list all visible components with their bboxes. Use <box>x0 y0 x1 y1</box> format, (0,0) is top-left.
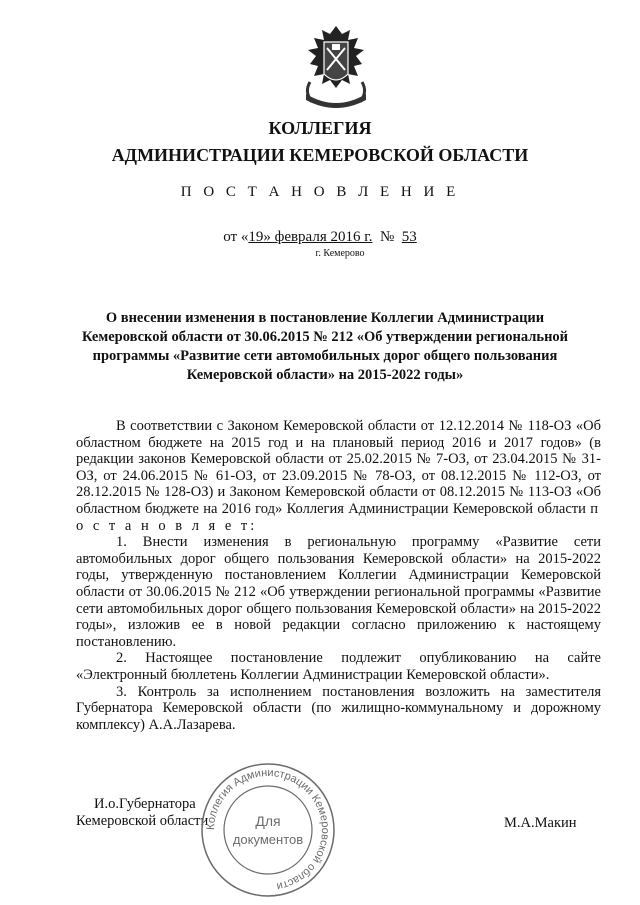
paragraph-item-2: 2. Настоящее постановление подлежит опубликованию на сайте «Электронный бюллетень Коллегии Администрации Кемеровской области». <box>76 650 601 683</box>
signatory-position-line2: Кемеровской области <box>76 813 209 829</box>
resolves-word: п о с т а н о в л я е т: <box>76 500 601 534</box>
document-type: П О С Т А Н О В Л Е Н И Е <box>180 184 460 200</box>
document-number: 53 <box>401 229 417 245</box>
document-title: О внесении изменения в постановление Коллегии Администрации Кемеровской области от 30.06.2015 № 212 «Об утверждении региональной программы «Развитие сети автомобильных дорог общего пользования Кемеровской области» на 2015-2022 годы» <box>81 310 569 383</box>
number-sign: № <box>379 229 395 245</box>
coat-of-arms-emblem <box>296 22 376 114</box>
paragraph-preamble <box>76 418 601 534</box>
date-day: 19 <box>248 229 264 245</box>
org-name-line2: АДМИНИСТРАЦИИ КЕМЕРОВСКОЙ ОБЛАСТИ <box>111 145 529 165</box>
signatory-name: М.А.Макин <box>504 815 577 831</box>
paragraph-item-1: 1. Внести изменения в региональную программу «Развитие сети автомобильных дорог общего пользования Кемеровской области» на 2015-2022 годы, утвержденную постановлением Коллегии Администрации Кемеровской области от 30.06.2015 № 212 «Об утверждении региональной программы «Развитие сети автомобильных дорог общего пользования Кемеровской области» на 2015-2022 годы», изложив ее в новой редакции согласно приложению к настоящему постановлению. <box>76 534 601 650</box>
preamble-text: В соответствии с Законом Кемеровской области от 12.12.2014 № 118-ОЗ «Об областном бюджете на 2015 год и на плановый период 2016 и 2017 годов» (в редакции законов Кемеровской области от 25.02.2015 № 7-ОЗ, от 23.04.2015 № 31-ОЗ, от 24.06.2015 № 61-ОЗ, от 23.09.2015 № 78-ОЗ, от 08.12.2015 № 112-ОЗ, от 28.12.2015 № 128-ОЗ) и Законом Кемеровской области от 08.12.2015 № 113-ОЗ «Об областном бюджете на 2016 год» Коллегия Администрации Кемеровской области <box>76 418 601 517</box>
seal-ring-text: Коллегия Администрации Кемеровской области <box>204 766 332 893</box>
document-body <box>76 418 601 733</box>
seal-center-line1: Для <box>255 813 281 829</box>
paragraph-item-3: 3. Контроль за исполнением постановления возложить на заместителя Губернатора Кемеровской области (по жилищно-коммунальному и дорожному комплексу) А.А.Лазарева. <box>76 683 601 733</box>
org-name-line1: КОЛЛЕГИЯ <box>268 118 372 138</box>
signatory-position <box>76 796 208 830</box>
date-mid: » <box>263 229 275 245</box>
city-label: г. Кемерово <box>315 248 365 259</box>
signatory-position-line1: И.о.Губернатора <box>94 796 196 812</box>
seal-center-line2: документов <box>232 832 304 847</box>
date-month-year: февраля 2016 г. <box>274 229 373 245</box>
date-prefix: от « <box>223 229 249 245</box>
official-seal-stamp <box>198 760 338 900</box>
date-line <box>0 229 640 246</box>
